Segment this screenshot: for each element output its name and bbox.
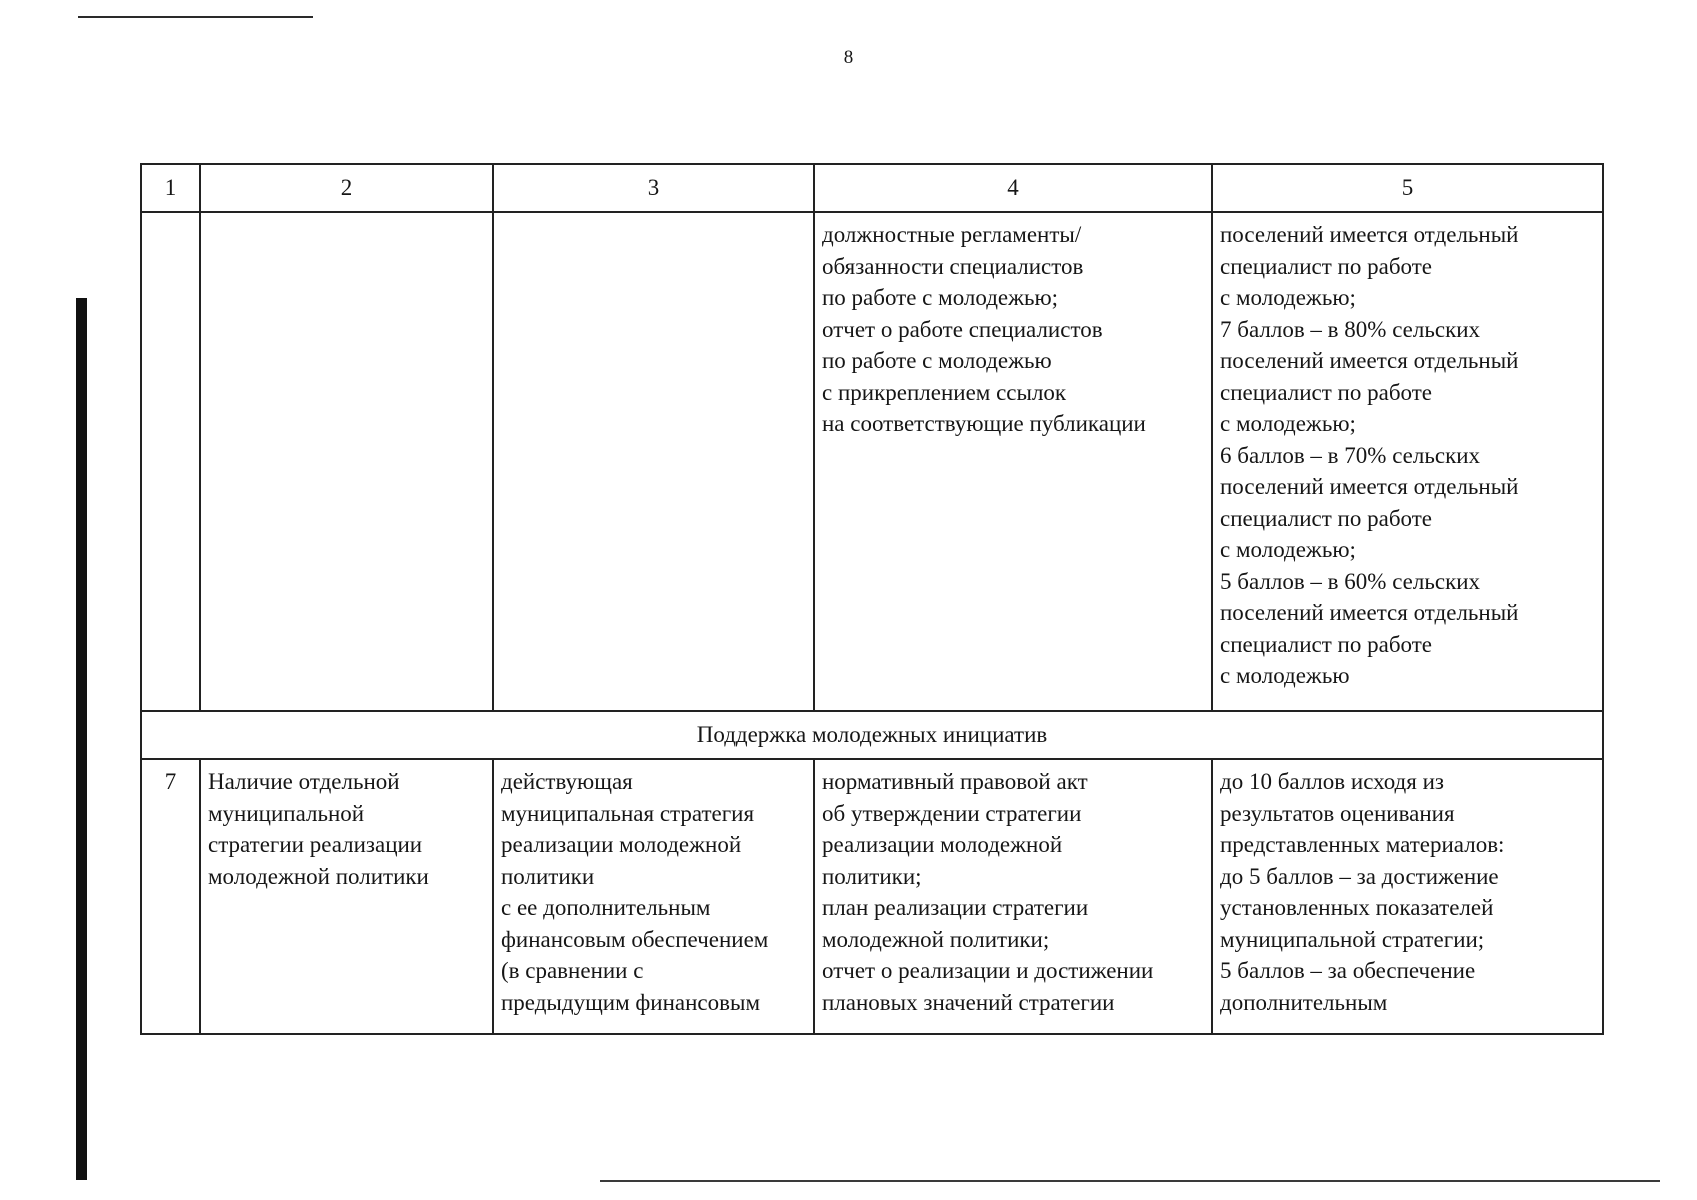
row-7-criterion: действующая муниципальная стратегия реализации молодежной политики с ее дополнительным финансовым обеспечением (в сравнении с предыдущим финансовым: [493, 759, 814, 1034]
continued-row-number: [141, 212, 200, 711]
table-header-row: [141, 164, 1603, 212]
scan-artifact-bottom-line: [600, 1180, 1660, 1182]
header-cell-2: 2: [200, 164, 493, 212]
section-title: Поддержка молодежных инициатив: [141, 711, 1603, 759]
scan-binding-edge: [76, 298, 87, 1180]
table-section-row: [141, 711, 1603, 759]
row-7-indicator: Наличие отдельной муниципальной стратегии реализации молодежной политики: [200, 759, 493, 1034]
row-7-documents: нормативный правовой акт об утверждении стратегии реализации молодежной политики; план реализации стратегии молодежной политики; отчет о реализации и достижении плановых значений стратегии: [814, 759, 1212, 1034]
header-cell-4: 4: [814, 164, 1212, 212]
row-7-number: 7: [141, 759, 200, 1034]
header-cell-3: 3: [493, 164, 814, 212]
table-row-continued: [141, 212, 1603, 711]
page-number: 8: [843, 47, 854, 68]
scan-artifact-top-line: [78, 16, 313, 18]
criteria-table: [140, 163, 1604, 1035]
header-cell-5: 5: [1212, 164, 1603, 212]
continued-row-criterion: [493, 212, 814, 711]
row-7-scoring: до 10 баллов исходя из результатов оценивания представленных материалов: до 5 баллов – за достижение установленных показателей муниципальной стратегии; 5 баллов – за обеспечение дополнительным: [1212, 759, 1603, 1034]
header-cell-1: 1: [141, 164, 200, 212]
continued-row-documents: должностные регламенты/ обязанности специалистов по работе с молодежью; отчет о работе специалистов по работе с молодежью с прикреплением ссылок на соответствующие публикации: [814, 212, 1212, 711]
continued-row-scoring: поселений имеется отдельный специалист по работе с молодежью; 7 баллов – в 80% сельских поселений имеется отдельный специалист по работе с молодежью; 6 баллов – в 70% сельских поселений имеется отдельный специалист по работе с молодежью; 5 баллов – в 60% сельских поселений имеется отдельный специалист по работе с молодежью: [1212, 212, 1603, 711]
continued-row-indicator: [200, 212, 493, 711]
table-row-7: [141, 759, 1603, 1034]
